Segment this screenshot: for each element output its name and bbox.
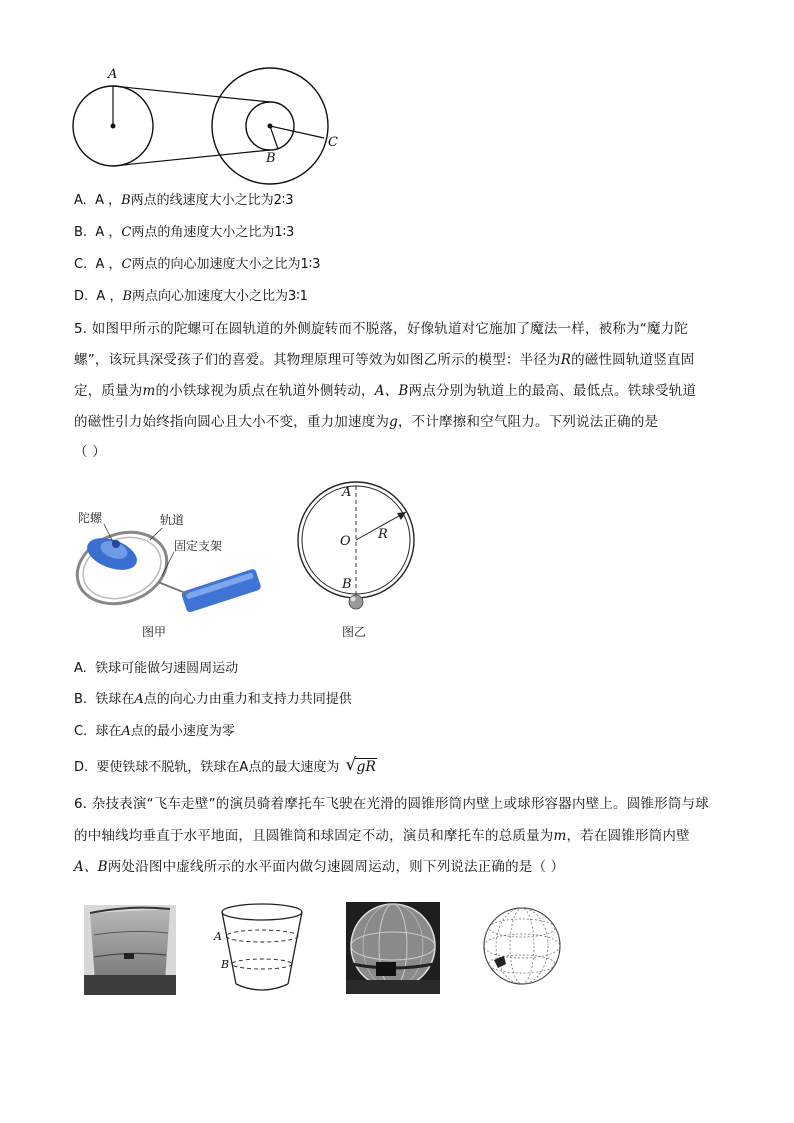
q6-line-2: 的中轴线均垂直于水平地面，且圆锥筒和球固定不动，演员和摩托车的总质量为m，若在圆锥形筒内壁 [74,828,690,844]
q6-line-1: 6. 杂技表演“飞车走壁”的演员骑着摩托车飞驶在光滑的圆锥形筒内壁上或球形容器内壁上。圆锥形筒与球 [74,796,709,812]
rider-mark [494,956,506,968]
q5-line-4: 的磁性引力始终指向圆心且大小不变，重力加速度为g，不计摩擦和空气阻力。下列说法正确的是 [74,414,659,430]
q4-option-b: B. A ，C两点的角速度大小之比为1∶3 [74,225,295,240]
q5-line-3: 定，质量为m的小铁球视为质点在轨道外侧转动，A、B两点分别为轨道上的最高、最低点。铁球受轨道 [74,383,697,399]
q5-option-c: C. 球在A点的最小速度为零 [74,724,235,739]
q5-option-b: B. 铁球在A点的向心力由重力和支持力共同提供 [74,692,352,707]
label-a: A [108,67,118,82]
q5-line-2: 螺”，该玩具深受孩子们的喜爱。其物理原理可等效为如图乙所示的模型：半径为R的磁性圆轨道竖直固 [74,352,695,368]
label-c: C [328,135,338,150]
path-b [232,959,292,969]
path-a [226,930,298,942]
fig-yi [290,470,430,640]
q4-option-d: D. A ，B两点向心加速度大小之比为3∶1 [74,289,308,304]
cone-photo [84,905,176,995]
q6-line-3: A、B两处沿图中虚线所示的水平面内做匀速圆周运动，则下列说法正确的是（ ） [74,859,565,875]
fig-jia [70,510,270,640]
q5-option-a: A. 铁球可能做匀速圆周运动 [74,661,239,676]
q4-option-a: A. A ，B两点的线速度大小之比为2∶3 [74,193,294,208]
label-guidao: 轨道 [160,513,185,527]
label-a: A [342,485,352,500]
caption-yi: 图乙 [342,625,367,639]
iron-ball [349,595,363,609]
radius-b [270,126,278,149]
q4-option-c: C. A ，C两点的向心加速度大小之比为1∶3 [74,257,321,272]
caption-jia: 图甲 [142,625,167,639]
sphere-diagram [478,902,566,990]
label-b: B [342,577,352,592]
label-r: R [378,527,388,542]
q5-answer-bracket: （ ） [74,444,106,460]
q5-option-d: D. 要使铁球不脱轨，铁球在A点的最大速度为 √ gR [74,757,377,778]
radius-c [270,126,324,138]
center-small [111,124,116,129]
cone-diagram [212,900,312,1000]
label-b: B [266,151,276,166]
label-b: B [221,958,230,971]
q5-line-1: 5. 如图甲所示的陀螺可在圆轨道的外侧旋转而不脱落，好像轨道对它施加了魔法一样，被称为“魔力陀 [74,321,689,337]
sphere-photo [346,902,440,994]
q4-pulley-figure [60,60,350,180]
label-o: O [340,534,351,549]
label-zhijia: 固定支架 [174,539,223,553]
label-tuoluo: 陀螺 [78,511,103,525]
sqrt-formula: √ gR [345,755,376,775]
label-a: A [214,930,222,943]
